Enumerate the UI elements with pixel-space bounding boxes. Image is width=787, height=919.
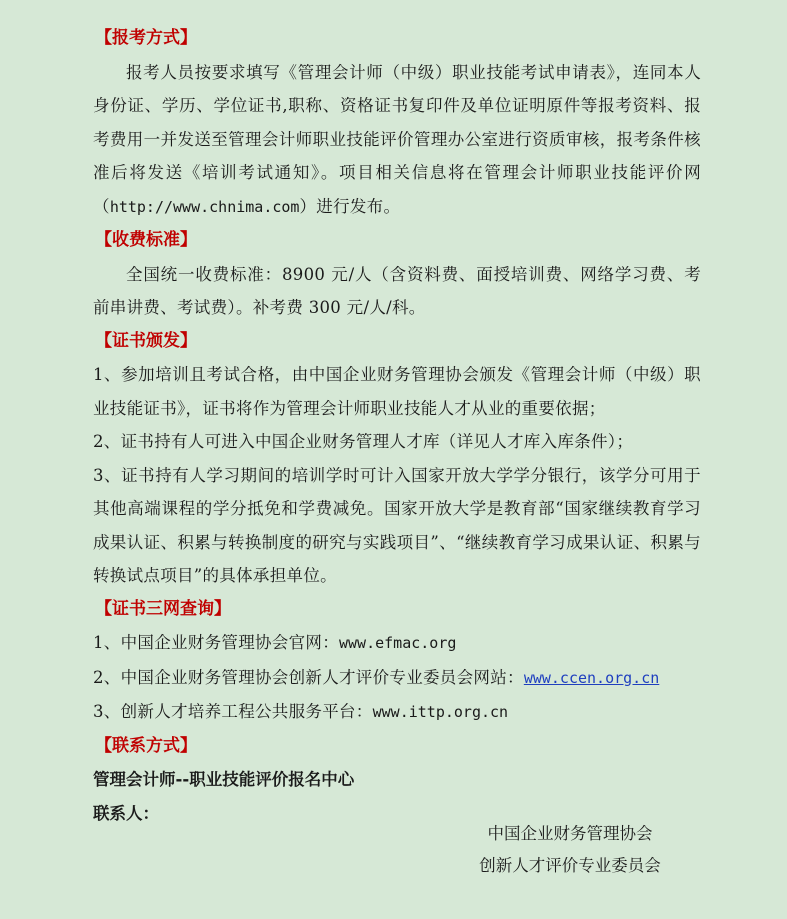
query-item-2-label: 2、中国企业财务管理协会创新人才评价专业委员会网站： (93, 667, 524, 687)
query-item-3 (93, 695, 701, 730)
signoff-block (440, 818, 700, 882)
query-item-1 (93, 626, 701, 661)
fee-main-value: 8900 (281, 264, 326, 284)
registration-body: 报考人员按要求填写《管理会计师（中级）职业技能考试申请表》，连同本人身份证、学历、学位证书,职称、资格证书复印件及单位证明原件等报考资料、报考费用一并发送至管理会计师职业技能评价管理办公室进行资质审核，报考条件核准后将发送《培训考试通知》。项目相关信息将在管理会计师职业技能评价网（ (93, 62, 701, 216)
chnima-url: http://www.chnima.com (109, 197, 300, 216)
fees-body-middle: 元/人（含资料费、面授培训费、网络学习费、考前串讲费、考试费）。补考费 (93, 264, 701, 317)
ittp-url: www.ittp.org.cn (372, 703, 509, 721)
fees-body-before: 全国统一收费标准： (126, 264, 282, 284)
fees-paragraph (93, 258, 701, 325)
registration-heading: 【报考方式】 (95, 28, 197, 48)
query-item-3-label: 3、创新人才培养工程公共服务平台： (93, 702, 373, 721)
signoff-line-2: 创新人才评价专业委员会 (479, 856, 661, 875)
registration-body-end: ）进行发布。 (299, 196, 401, 216)
contact-heading: 【联系方式】 (95, 735, 197, 756)
fees-body-end: 元/人/科。 (341, 298, 426, 317)
certificate-item-3: 3、证书持有人学习期间的培训学时可计入国家开放大学学分银行，该学分可用于其他高端课程的学分抵免和学费减免。国家开放大学是教育部“国家继续教育学习成果认证、积累与转换制度的研究与实践项目”、“继续教育学习成果认证、积累与转换试点项目”的具体承担单位。 (93, 465, 701, 585)
query-item-1-label: 1、中国企业财务管理协会官网： (93, 633, 339, 652)
fee-retake-value: 300 (308, 298, 342, 317)
query-item-2 (93, 661, 701, 696)
registration-paragraph (93, 56, 701, 225)
certificate-item-2: 2、证书持有人可进入中国企业财务管理人才库（详见人才库入库条件）； (93, 432, 634, 451)
efmac-url: www.efmac.org (339, 634, 457, 652)
certificate-heading: 【证书颁发】 (95, 330, 197, 351)
fees-heading: 【收费标准】 (95, 230, 197, 250)
contact-person-label: 联系人： (93, 803, 159, 823)
registration-center-name: 管理会计师--职业技能评价报名中心 (93, 770, 355, 789)
signoff-line-1: 中国企业财务管理协会 (487, 824, 653, 843)
certificate-item-1: 1、参加培训且考试合格，由中国企业财务管理协会颁发《管理会计师（中级）职业技能证书》，证书将作为管理会计师职业技能人才从业的重要依据； (93, 365, 701, 418)
ccen-link[interactable]: www.ccen.org.cn (523, 668, 660, 687)
query-heading: 【证书三网查询】 (95, 598, 231, 619)
